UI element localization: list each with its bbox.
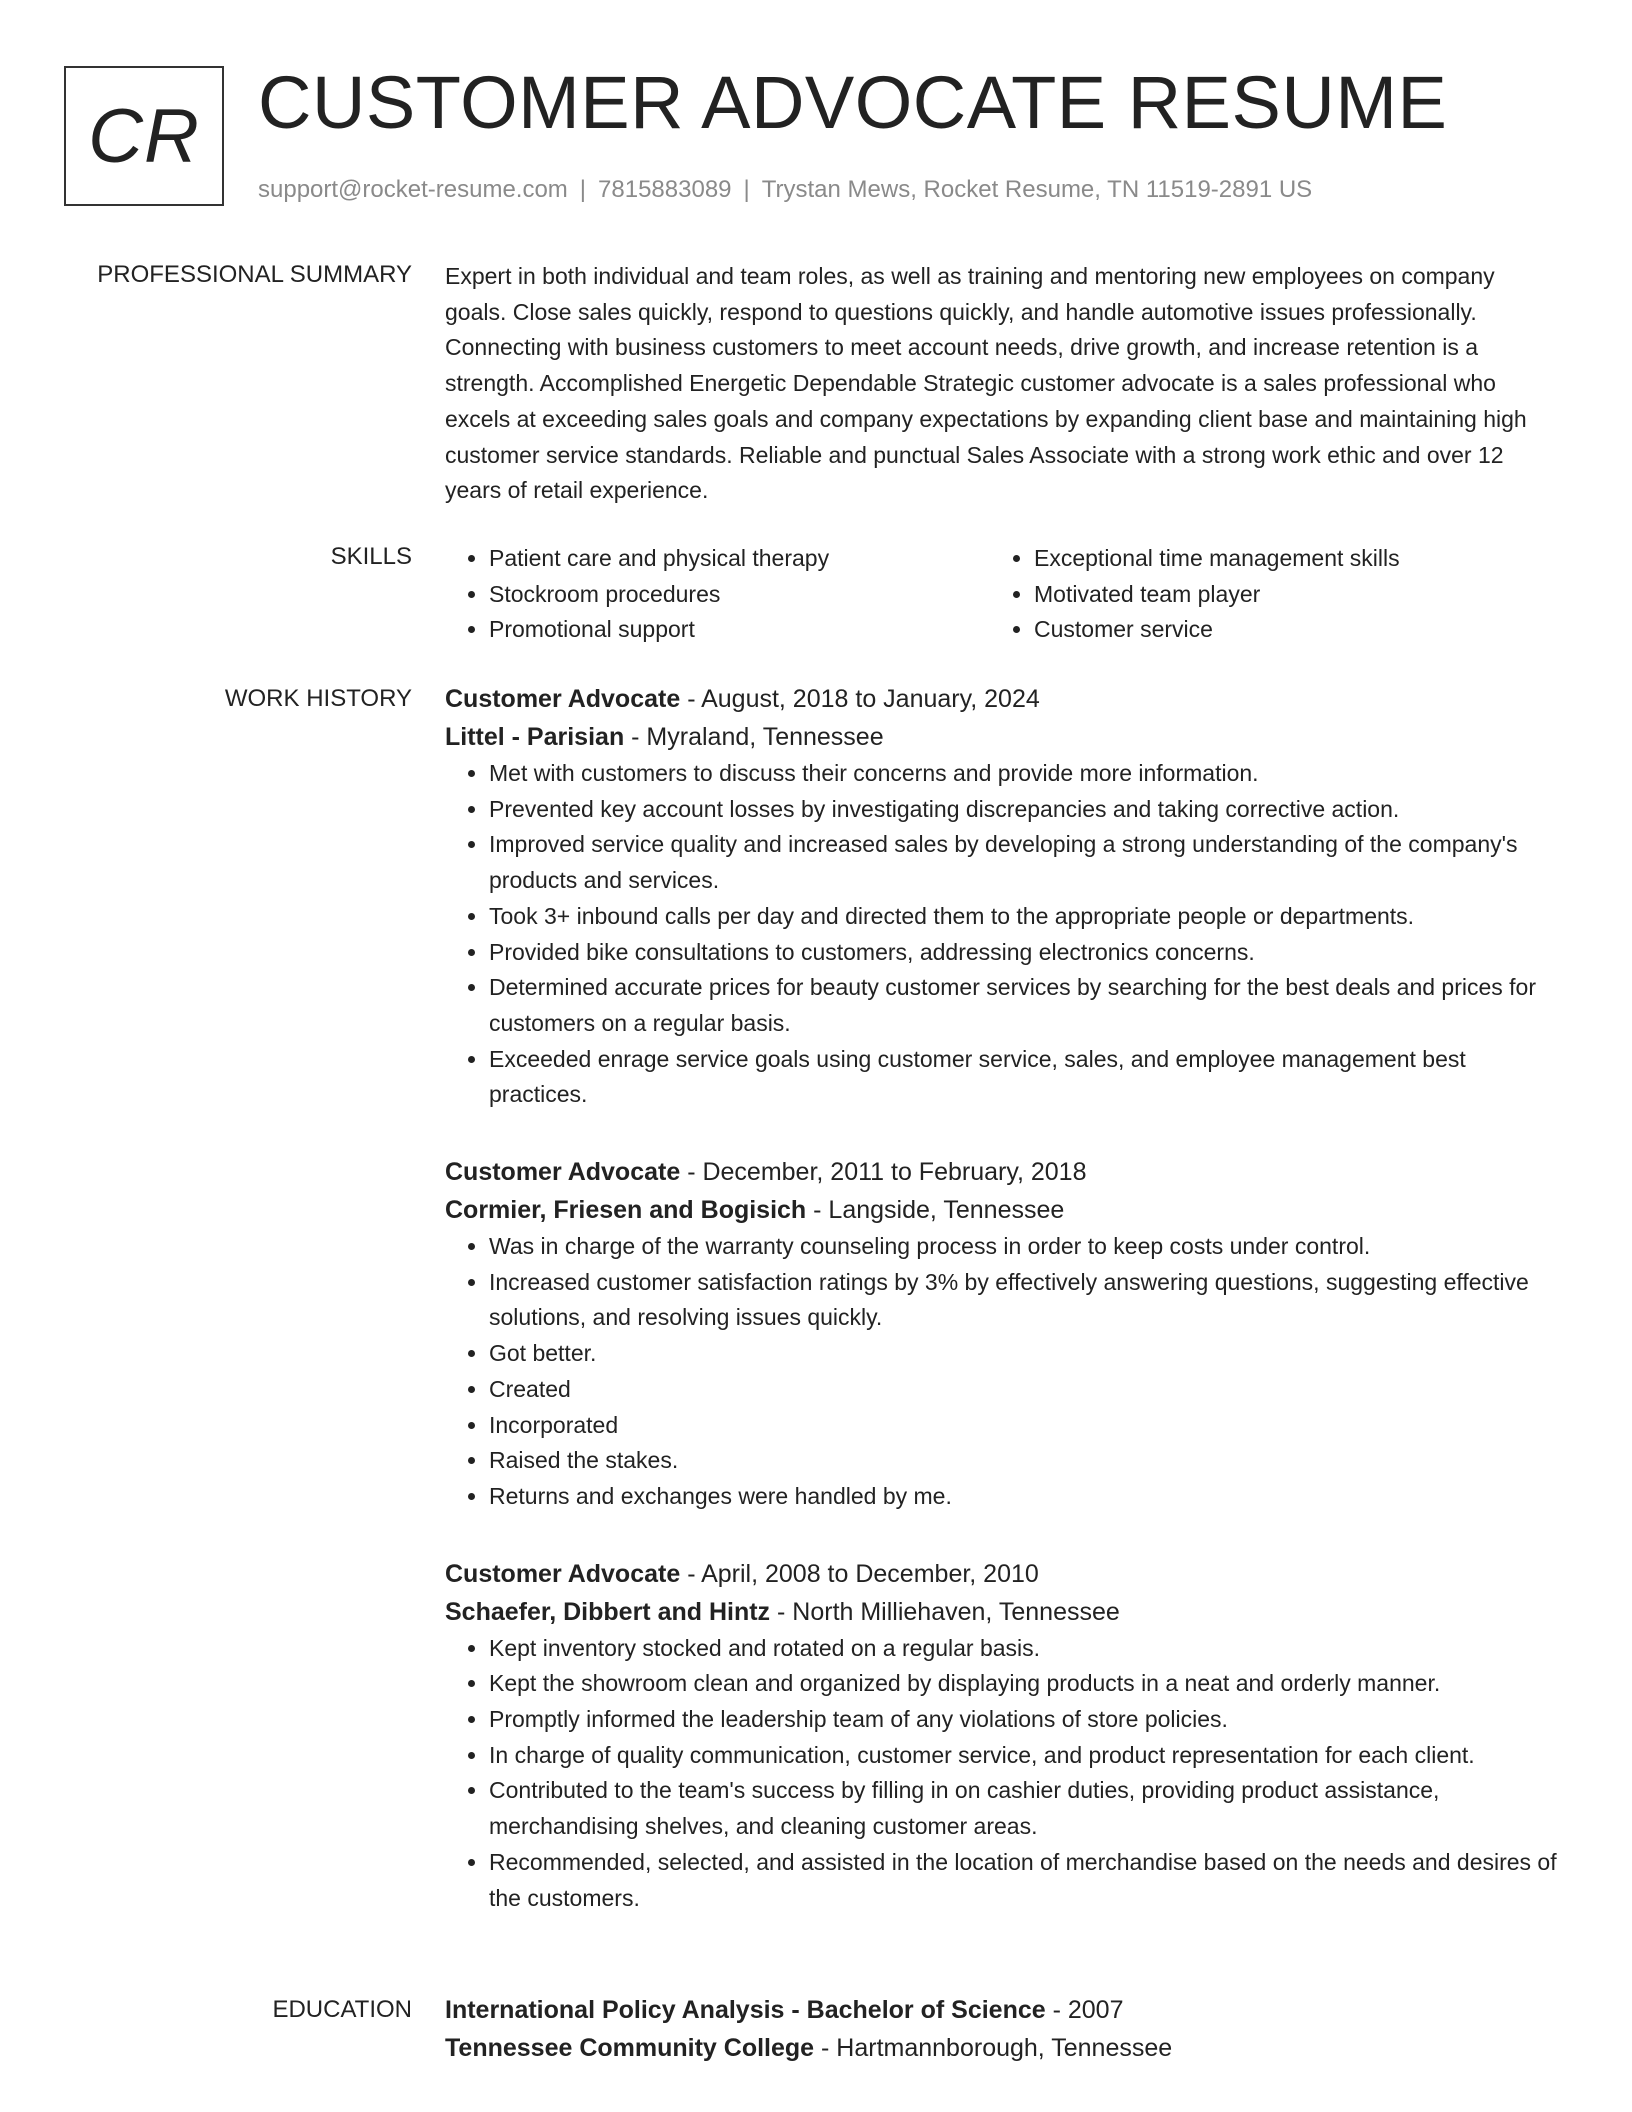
skills-column-left bbox=[445, 541, 990, 648]
contact-line bbox=[258, 174, 1312, 206]
section-label-education: EDUCATION bbox=[272, 1996, 412, 2023]
job-location: - Myraland, Tennessee bbox=[624, 723, 884, 751]
work-history-body bbox=[445, 680, 1560, 1956]
job-dates: - August, 2018 to January, 2024 bbox=[680, 685, 1040, 713]
list-item: • Created bbox=[489, 1372, 1560, 1408]
section-label-summary: PROFESSIONAL SUMMARY bbox=[97, 261, 412, 288]
list-item: • Got better. bbox=[489, 1336, 1560, 1372]
list-item: • Prevented key account losses by investigating discrepancies and taking corrective action. bbox=[489, 792, 1560, 828]
job-bullet-list bbox=[445, 1229, 1560, 1515]
job-entry bbox=[445, 680, 1560, 1113]
list-item: • Exceeded enrage service goals using customer service, sales, and employee management best practices. bbox=[489, 1042, 1560, 1113]
job-title: Customer Advocate bbox=[445, 1559, 681, 1588]
job-company: Schaefer, Dibbert and Hintz bbox=[445, 1597, 771, 1626]
list-item: • Provided bike consultations to customers, addressing electronics concerns. bbox=[489, 935, 1560, 971]
job-title: Customer Advocate bbox=[445, 685, 681, 713]
job-company: Littel - Parisian bbox=[445, 723, 625, 751]
list-item: • Exceptional time management skills bbox=[1034, 541, 1535, 577]
section-label-work-history: WORK HISTORY bbox=[224, 685, 412, 712]
contact-separator: | bbox=[579, 176, 587, 203]
list-item: • Incorporated bbox=[489, 1408, 1560, 1444]
job-title-line bbox=[445, 680, 1560, 718]
list-item: • Stockroom procedures bbox=[489, 577, 990, 613]
education-school: Tennessee Community College bbox=[445, 2034, 815, 2062]
job-company-line bbox=[445, 1191, 1560, 1229]
job-dates: - December, 2011 to February, 2018 bbox=[680, 1158, 1087, 1187]
education-degree-line bbox=[445, 1991, 1560, 2029]
job-location: - Langside, Tennessee bbox=[806, 1196, 1065, 1225]
list-item: • Kept inventory stocked and rotated on a regular basis. bbox=[489, 1631, 1560, 1667]
monogram-badge: CR bbox=[64, 66, 224, 206]
list-item: • Raised the stakes. bbox=[489, 1443, 1560, 1479]
contact-address: Trystan Mews, Rocket Resume, TN 11519-2891 US bbox=[761, 176, 1313, 203]
list-item: • Recommended, selected, and assisted in the location of merchandise based on the needs and desires of the customers. bbox=[489, 1845, 1560, 1916]
section-label-skills: SKILLS bbox=[330, 543, 412, 570]
education-degree: International Policy Analysis - Bachelor of Science bbox=[445, 1996, 1046, 2024]
skills-column-right bbox=[990, 541, 1535, 648]
summary-text: Expert in both individual and team roles, as well as training and mentoring new employees on company goals. Close sales quickly, respond to questions quickly, and handle automotive issues professionally. Connecting with business customers to meet account needs, drive growth, and increase retention is a strength. Accomplished Energetic Dependable Strategic customer advocate is a sales professional who excels at exceeding sales goals and company expectations by expanding client base and maintaining high customer service standards. Reliable and punctual Sales Associate with a strong work ethic and over 12 years of retail experience. bbox=[445, 263, 1527, 504]
skills-list-left bbox=[445, 541, 990, 648]
skills-list-right bbox=[990, 541, 1535, 648]
education-year: - 2007 bbox=[1045, 1996, 1124, 2024]
job-company: Cormier, Friesen and Bogisich bbox=[445, 1196, 807, 1225]
job-location: - North Milliehaven, Tennessee bbox=[770, 1597, 1120, 1626]
job-title-line bbox=[445, 1555, 1560, 1593]
list-item: • In charge of quality communication, customer service, and product representation for each client. bbox=[489, 1738, 1560, 1774]
list-item: • Kept the showroom clean and organized by displaying products in a neat and orderly manner. bbox=[489, 1666, 1560, 1702]
list-item: • Customer service bbox=[1034, 612, 1535, 648]
contact-phone: 7815883089 bbox=[598, 176, 732, 203]
job-bullet-list bbox=[445, 756, 1560, 1113]
job-title: Customer Advocate bbox=[445, 1158, 681, 1187]
list-item: • Motivated team player bbox=[1034, 577, 1535, 613]
job-entry bbox=[445, 1153, 1560, 1515]
summary-body bbox=[445, 259, 1560, 509]
job-title-line bbox=[445, 1153, 1560, 1191]
skills-grid bbox=[445, 541, 1560, 648]
job-dates: - April, 2008 to December, 2010 bbox=[680, 1559, 1039, 1588]
education-body bbox=[445, 1991, 1560, 2067]
education-location: - Hartmannborough, Tennessee bbox=[814, 2034, 1173, 2062]
list-item: • Promotional support bbox=[489, 612, 990, 648]
list-item: • Met with customers to discuss their concerns and provide more information. bbox=[489, 756, 1560, 792]
list-item: • Contributed to the team's success by filling in on cashier duties, providing product assistance, merchandising shelves, and cleaning customer areas. bbox=[489, 1773, 1560, 1844]
list-item: • Patient care and physical therapy bbox=[489, 541, 990, 577]
job-company-line bbox=[445, 718, 1560, 756]
skills-body bbox=[445, 541, 1560, 648]
contact-separator: | bbox=[743, 176, 750, 203]
list-item: • Returns and exchanges were handled by me. bbox=[489, 1479, 1560, 1515]
job-bullet-list bbox=[445, 1631, 1560, 1917]
list-item: • Promptly informed the leadership team of any violations of store policies. bbox=[489, 1702, 1560, 1738]
page-title: CUSTOMER ADVOCATE RESUME bbox=[258, 61, 1448, 144]
list-item: • Increased customer satisfaction ratings by 3% by effectively answering questions, suggesting effective solutions, and resolving issues quickly. bbox=[489, 1265, 1560, 1336]
list-item: • Took 3+ inbound calls per day and directed them to the appropriate people or departments. bbox=[489, 899, 1560, 935]
job-company-line bbox=[445, 1593, 1560, 1631]
job-entry bbox=[445, 1555, 1560, 1917]
contact-email: support@rocket-resume.com bbox=[258, 176, 568, 203]
list-item: • Was in charge of the warranty counseling process in order to keep costs under control. bbox=[489, 1229, 1560, 1265]
list-item: • Improved service quality and increased sales by developing a strong understanding of the company's products and services. bbox=[489, 827, 1560, 898]
education-school-line bbox=[445, 2029, 1560, 2067]
list-item: • Determined accurate prices for beauty customer services by searching for the best deals and prices for customers on a regular basis. bbox=[489, 970, 1560, 1041]
